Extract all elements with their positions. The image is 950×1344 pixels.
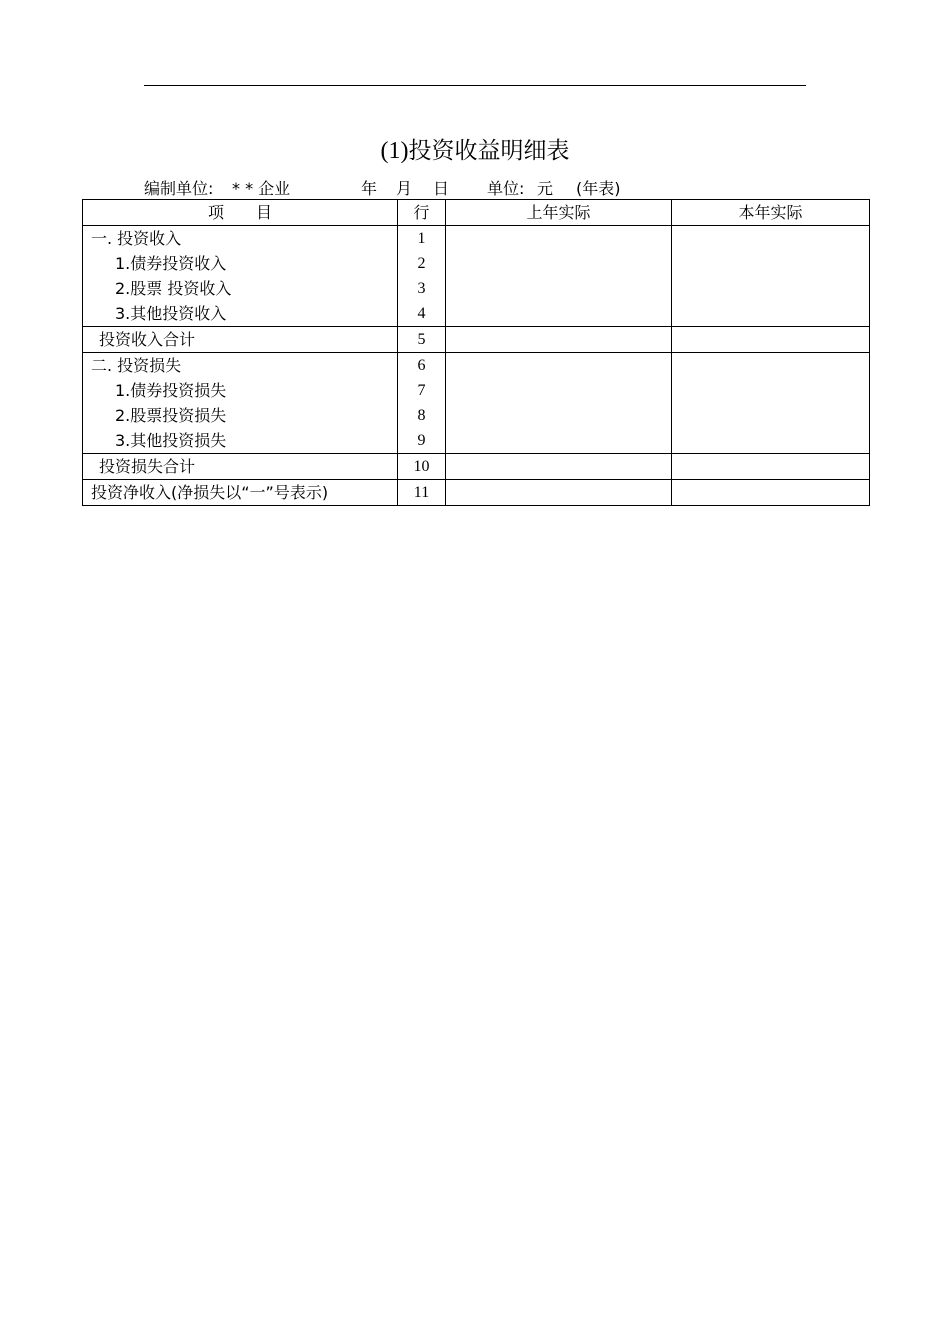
row-number: 10 [413,458,430,475]
row-number: 2 [417,255,426,272]
header-curr-year: 本年实际 [672,200,870,226]
item-cell [83,454,398,480]
curr-year-cell[interactable] [672,480,870,506]
prev-year-cell[interactable] [446,327,672,353]
row-number-cell [398,226,446,327]
row-number-cell [398,327,446,353]
row-number: 3 [417,280,426,297]
header-item: 项 目 [83,200,398,226]
row-number: 1 [417,230,426,247]
table-body [83,226,870,506]
month-label: 月 [396,179,413,198]
page-title [0,132,950,165]
row-number: 11 [413,484,430,501]
item-cell [83,327,398,353]
row-number: 5 [417,331,426,348]
row-number-cell [398,353,446,454]
row-number: 8 [417,407,426,424]
curr-year-cell[interactable] [672,454,870,480]
period-label: (年表) [576,179,621,198]
item-label: 2.股票 投资收入 [115,279,232,298]
item-cell [83,226,398,327]
item-label: 投资净收入(净损失以“一”号表示) [91,483,329,502]
header-prev-year: 上年实际 [446,200,672,226]
item-cell [83,480,398,506]
row-number: 4 [417,305,426,322]
title-prefix: (1) [380,138,409,164]
top-rule [144,85,806,86]
item-label: 2.股票投资损失 [115,406,227,425]
row-number: 9 [417,432,426,449]
header-row-no: 行 [398,200,446,226]
row-number: 7 [417,382,426,399]
curr-year-cell[interactable] [672,327,870,353]
title-text: 投资收益明细表 [408,138,570,164]
item-label: 1.债券投资收入 [115,254,227,273]
prev-year-cell[interactable] [446,353,672,454]
item-label: 3.其他投资损失 [115,431,227,450]
year-label: 年 [361,179,378,198]
day-label: 日 [433,179,450,198]
item-label: 一. 投资收入 [91,229,182,248]
table-row [83,454,870,480]
header-row [83,200,870,226]
row-number: 6 [417,357,426,374]
unit-value: * * 企业 [232,179,291,198]
item-label: 投资收入合计 [99,330,196,349]
prev-year-cell[interactable] [446,226,672,327]
item-label: 投资损失合计 [99,457,196,476]
currency-value: 元 [537,179,554,198]
prev-year-cell[interactable] [446,480,672,506]
table-row [83,480,870,506]
curr-year-cell[interactable] [672,353,870,454]
prev-year-cell[interactable] [446,454,672,480]
curr-year-cell[interactable] [672,226,870,327]
item-label: 3.其他投资收入 [115,304,227,323]
item-label: 1.债券投资损失 [115,381,227,400]
row-number-cell [398,480,446,506]
investment-income-table [82,199,870,506]
table-row [83,353,870,454]
item-label: 二. 投资损失 [91,356,182,375]
item-cell [83,353,398,454]
table-row [83,327,870,353]
unit-label: 编制单位: [144,179,214,198]
table-row [83,226,870,327]
row-number-cell [398,454,446,480]
currency-label: 单位: [487,179,525,198]
